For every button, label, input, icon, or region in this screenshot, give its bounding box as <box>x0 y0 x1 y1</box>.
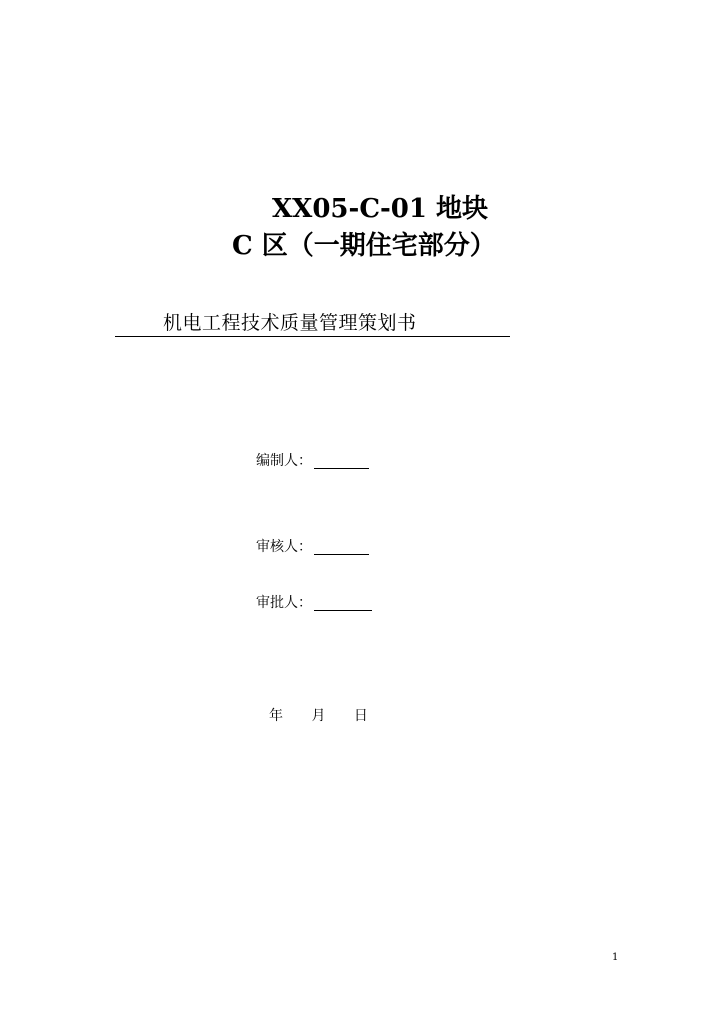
compiler-label: 编制人： <box>256 453 312 469</box>
approver-label: 审批人： <box>256 595 312 611</box>
page-number: 1 <box>612 952 619 963</box>
approver-signature-blank <box>314 592 372 611</box>
date-year-label: 年 <box>269 708 283 724</box>
date-row <box>269 705 368 727</box>
compiler-signature-row <box>256 450 369 474</box>
reviewer-signature-blank <box>314 536 369 555</box>
document-subtitle: 机电工程技术质量管理策划书 <box>163 312 417 334</box>
reviewer-label: 审核人： <box>256 539 312 555</box>
document-title-line-1: XX05-C-01 地块 <box>272 194 489 224</box>
date-month-label: 月 <box>311 708 326 724</box>
reviewer-signature-row <box>256 536 369 560</box>
document-title-line-2: C 区（一期住宅部分） <box>232 231 496 261</box>
date-day-label: 日 <box>353 708 368 724</box>
compiler-signature-blank <box>314 450 369 469</box>
subtitle-block <box>115 309 510 339</box>
approver-signature-row <box>256 592 372 616</box>
